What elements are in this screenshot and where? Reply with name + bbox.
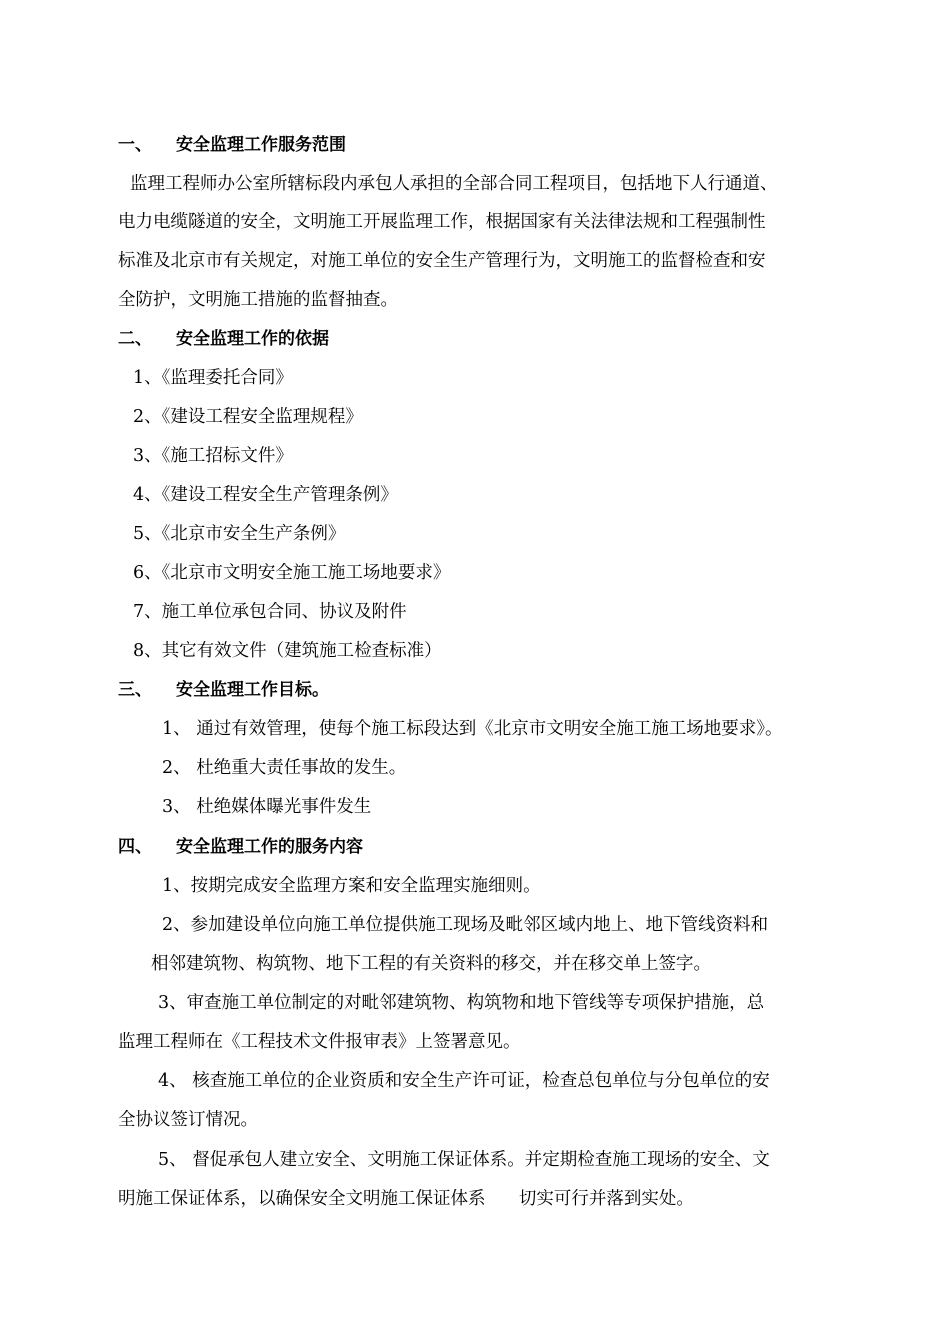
- list-item: 7、施工单位承包合同、协议及附件: [133, 602, 407, 622]
- section-number: 二、: [118, 329, 152, 349]
- list-item: 5、《北京市安全生产条例》: [133, 524, 346, 544]
- list-item: 6、《北京市文明安全施工施工场地要求》: [133, 563, 451, 583]
- list-item: 2、 杜绝重大责任事故的发生。: [162, 758, 407, 778]
- list-item: 1、按期完成安全监理方案和安全监理实施细则。: [162, 876, 541, 896]
- list-item: 2、参加建设单位向施工单位提供施工现场及毗邻区域内地上、地下管线资料和: [162, 915, 769, 935]
- list-item: 8、其它有效文件（建筑施工检查标准）: [133, 641, 442, 661]
- section-heading-4: [118, 836, 363, 858]
- list-item: 2、《建设工程安全监理规程》: [133, 407, 363, 427]
- section-number: 一、: [118, 135, 152, 155]
- list-item: 4、 核查施工单位的企业资质和安全生产许可证，检查总包单位与分包单位的安: [158, 1071, 770, 1091]
- list-item: 3、审查施工单位制定的对毗邻建筑物、构筑物和地下管线等专项保护措施，总: [158, 993, 765, 1013]
- list-item: 3、《施工招标文件》: [133, 446, 293, 466]
- section-title: 安全监理工作服务范围: [176, 135, 346, 155]
- section-title: 安全监理工作的服务内容: [176, 837, 363, 857]
- section-heading-2: [118, 328, 329, 350]
- section-number: 三、: [118, 680, 152, 700]
- section-number: 四、: [118, 837, 152, 857]
- section-heading-1: [118, 134, 346, 156]
- section-title: 安全监理工作的依据: [176, 329, 329, 349]
- list-item-continuation: 监理工程师在《工程技术文件报审表》上签署意见。: [118, 1032, 521, 1052]
- list-item-continuation: 相邻建筑物、构筑物、地下工程的有关资料的移交，并在移交单上签字。: [151, 954, 711, 974]
- paragraph-line: 全防护，文明施工措施的监督抽查。: [118, 290, 398, 310]
- paragraph-line: 监理工程师办公室所辖标段内承包人承担的全部合同工程项目，包括地下人行通道、: [130, 174, 778, 194]
- section-title: 安全监理工作目标。: [176, 680, 329, 700]
- list-item: 1、《监理委托合同》: [133, 368, 293, 388]
- list-item: 4、《建设工程安全生产管理条例》: [133, 485, 398, 505]
- list-item-continuation: 明施工保证体系，以确保安全文明施工保证体系 切实可行并落到实处。: [118, 1189, 694, 1209]
- paragraph-line: 标准及北京市有关规定，对施工单位的安全生产管理行为，文明施工的监督检查和安: [118, 251, 766, 271]
- list-item: 1、 通过有效管理，使每个施工标段达到《北京市文明安全施工施工场地要求》。: [162, 719, 783, 739]
- list-item: 3、 杜绝媒体曝光事件发生: [162, 797, 372, 817]
- list-item: 5、 督促承包人建立安全、文明施工保证体系。并定期检查施工现场的安全、文: [158, 1150, 770, 1170]
- paragraph-line: 电力电缆隧道的安全，文明施工开展监理工作，根据国家有关法律法规和工程强制性: [118, 212, 766, 232]
- list-item-continuation: 全协议签订情况。: [118, 1110, 258, 1130]
- section-heading-3: [118, 679, 329, 701]
